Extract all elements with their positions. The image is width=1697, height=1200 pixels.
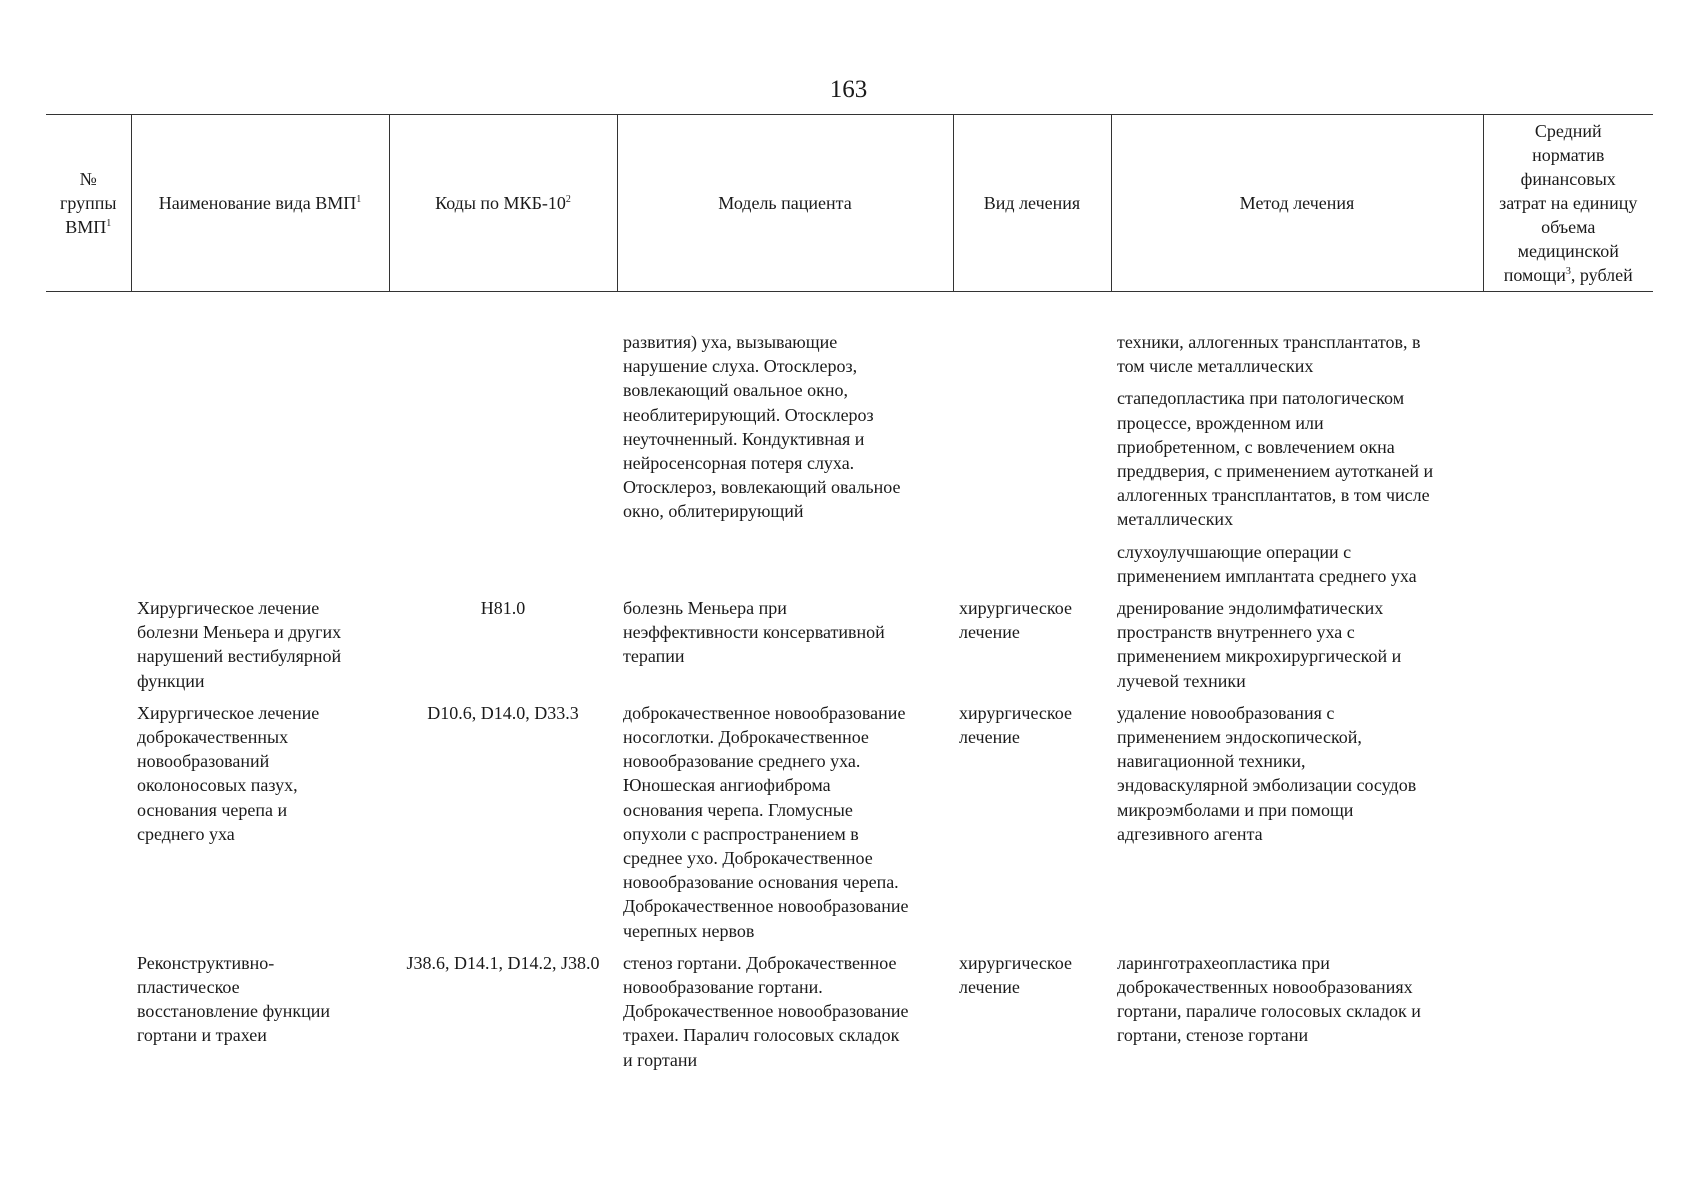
cell-treatment-method: дренирование эндолимфатических пространств внутреннего уха с применением микрохирургической и лучевой техники xyxy=(1117,598,1402,691)
cell-treatment-method: удаление новообразования с применением эндоскопической, навигационной техники, эндоваскулярной эмболизации сосудов микроэмболами и при помощи адгезивного агента xyxy=(1117,702,1417,844)
cell-avg-cost xyxy=(1483,596,1653,701)
cell-icd-codes: J38.6, D14.1, D14.2, J38.0 xyxy=(406,952,600,973)
header-vmp-name xyxy=(131,115,389,292)
cell-icd-codes: D10.6, D14.0, D33.3 xyxy=(427,702,579,723)
header-avg-cost-suffix: , рублей xyxy=(1570,265,1633,285)
cell-icd-codes xyxy=(389,330,617,596)
footnote-ref: 1 xyxy=(106,218,112,229)
cell-treatment-type: хирургическое лечение xyxy=(959,952,1072,998)
header-treatment-method: Метод лечения xyxy=(1111,115,1483,292)
cell-treatment-method xyxy=(1111,330,1483,596)
header-avg-cost xyxy=(1483,115,1653,292)
table-header xyxy=(46,114,1653,292)
header-patient-model: Модель пациента xyxy=(617,115,953,292)
header-group-no-text: № группы ВМП xyxy=(59,169,117,237)
footnote-ref: 3 xyxy=(1565,266,1571,277)
page-number: 163 xyxy=(829,76,868,103)
cell-treatment-method: ларинготрахеопластика при доброкачественных новообразованиях гортани, параличе голосовых складок и гортани, стенозе гортани xyxy=(1117,952,1421,1046)
cell-patient-model: развития) уха, вызывающие нарушение слуха. Отосклероз, вовлекающий овальное окно, необлитерирующий. Отосклероз неуточненный. Кондуктивная и нейросенсорная потеря слуха. Отосклероз, вовлекающий овальное окно, облитерирующий xyxy=(623,332,901,522)
cell-avg-cost xyxy=(1483,951,1653,1072)
cell-group-no xyxy=(46,951,131,1072)
cell-avg-cost xyxy=(1483,330,1653,596)
header-vmp-name-text: Наименование вида ВМП xyxy=(158,193,357,213)
cell-treatment-type: хирургическое лечение xyxy=(959,598,1072,643)
footnote-ref: 1 xyxy=(356,194,362,205)
cell-patient-model: болезнь Меньера при неэффективности консервативной терапии xyxy=(623,598,885,667)
cell-icd-codes: H81.0 xyxy=(480,598,526,619)
header-group-no xyxy=(46,115,131,292)
table-row xyxy=(46,701,1653,951)
cell-group-no xyxy=(46,330,131,596)
method-item: стапедопластика при патологическом процессе, врожденном или приобретенном, с вовлечением окна преддверия, с применением аутотканей и аллогенных трансплантатов, в том числе металлических xyxy=(1117,388,1434,530)
table-row xyxy=(46,330,1653,596)
footnote-ref: 2 xyxy=(565,194,571,205)
table-row xyxy=(46,951,1653,1072)
cell-vmp-name xyxy=(131,330,389,596)
cell-avg-cost xyxy=(1483,701,1653,951)
table-row xyxy=(46,596,1653,701)
method-item: техники, аллогенных трансплантатов, в том числе металлических xyxy=(1117,332,1421,377)
cell-patient-model: стеноз гортани. Доброкачественное новообразование гортани. Доброкачественное новообразование трахеи. Паралич голосовых складок и гортани xyxy=(623,952,909,1070)
cell-vmp-name: Хирургическое лечение доброкачественных новообразований околоносовых пазух, основания черепа и среднего уха xyxy=(137,702,320,844)
cell-group-no xyxy=(46,596,131,701)
header-treatment-type: Вид лечения xyxy=(953,115,1111,292)
header-icd-codes-text: Коды по МКБ-10 xyxy=(435,193,566,213)
method-item: слухоулучшающие операции с применением имплантата среднего уха xyxy=(1117,541,1417,586)
cell-vmp-name: Хирургическое лечение болезни Меньера и других нарушений вестибулярной функции xyxy=(137,598,342,691)
cell-treatment-type: хирургическое лечение xyxy=(959,702,1072,748)
cell-patient-model: доброкачественное новообразование носоглотки. Доброкачественное новообразование среднего уха. Юношеская ангиофиброма основания черепа. Гломусные опухоли с распространением в среднее ухо. Доброкачественное новообразование основания черепа. Доброкачественное новообразование черепных нервов xyxy=(623,702,909,941)
cell-vmp-name: Реконструктивно- пластическое восстановление функции гортани и трахеи xyxy=(137,952,330,1046)
cell-group-no xyxy=(46,701,131,951)
cell-treatment-type xyxy=(953,330,1111,596)
table-body xyxy=(46,330,1653,1072)
header-icd-codes xyxy=(389,115,617,292)
header-avg-cost-text: Средний норматив финансовых затрат на единицу объема медицинской помощи xyxy=(1499,121,1638,285)
